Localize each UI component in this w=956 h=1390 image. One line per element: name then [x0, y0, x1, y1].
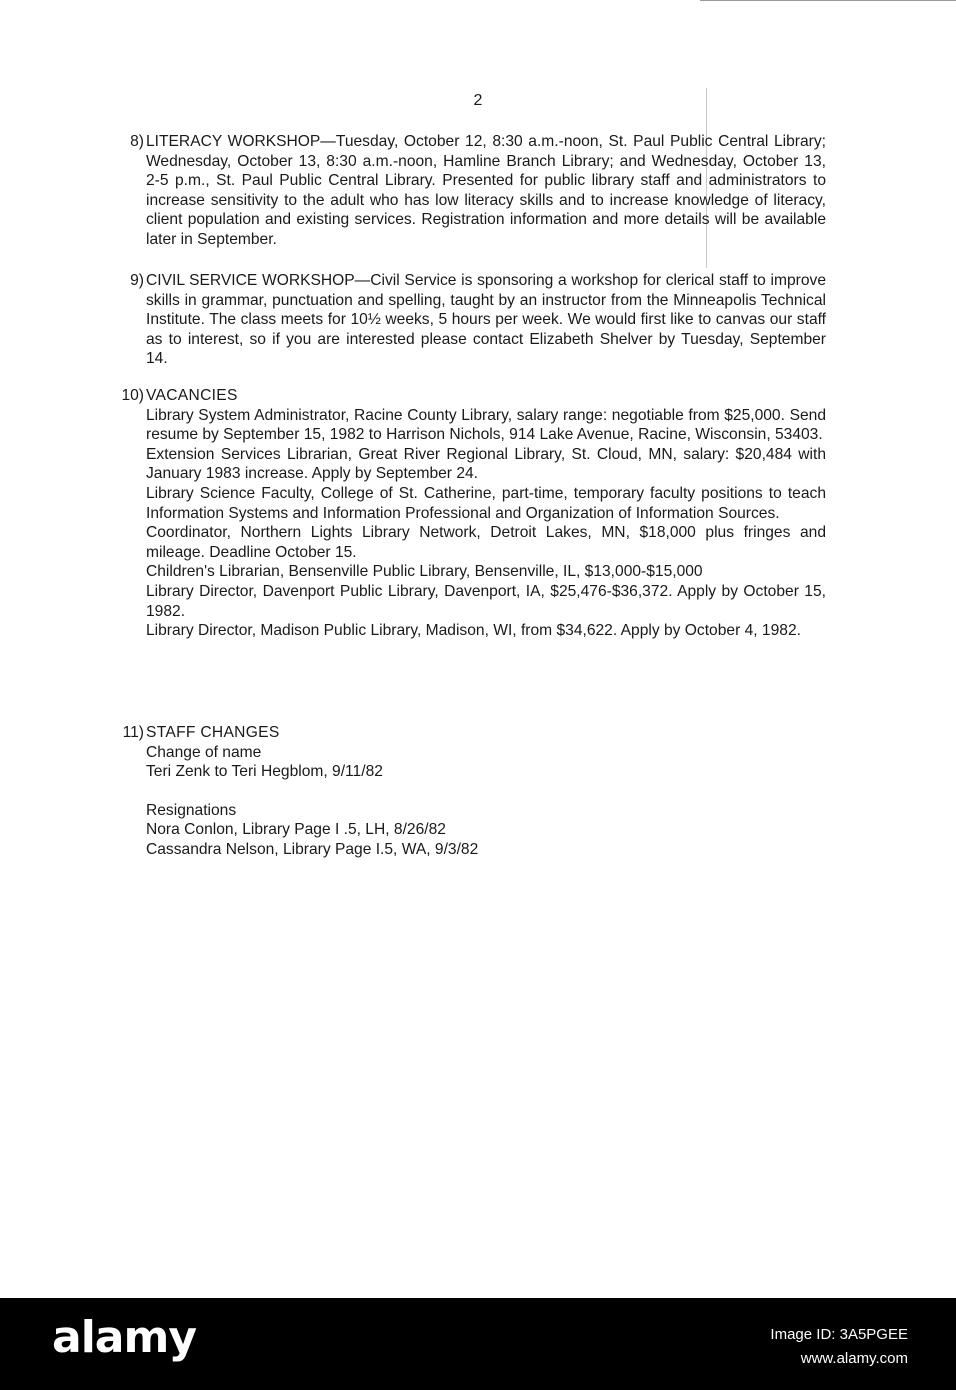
vacancy-entry: Library Director, Davenport Public Library, Davenport, IA, $25,476-$36,372. Apply by October 15, 1982. [146, 582, 826, 620]
name-change-label: Change of name [146, 743, 262, 761]
vacancy-entry: Extension Services Librarian, Great River Regional Library, St. Cloud, MN, salary: $20,484 with January 1983 increase. Apply by September 24. [146, 445, 826, 483]
resignation-entry: Cassandra Nelson, Library Page I.5, WA, 9/3/82 [146, 840, 479, 858]
vacancy-entry: Coordinator, Northern Lights Library Network, Detroit Lakes, MN, $18,000 plus fringes and mileage. Deadline October 15. [146, 524, 826, 561]
item-number: 11) [122, 724, 144, 741]
name-change-entry: Teri Zenk to Teri Hegblom, 9/11/82 [146, 763, 383, 781]
vacancy-entry: Library System Administrator, Racine County Library, salary range: negotiable from $25,000. Send resume by September 15, 1982 to Harrison Nichols, 914 Lake Avenue, Racine, Wisconsin, 53403. [146, 406, 826, 444]
item-text: LITERACY WORKSHOP—Tuesday, October 12, 8:30 a.m.-noon, St. Paul Public Central Library; Wednesday, October 13, 8:30 a.m.-noon, Hamline Branch Library; and Wednesday, October 13, 2-5 p.m., St. Paul Public Central Library. Presented for public library staff and administrators to increase sensitivity to the adult who has low literacy skills and to increase knowledge of literacy, client population and existing services. Registration information and more details will be available later in September. [146, 133, 826, 248]
resignation-entry: Nora Conlon, Library Page I .5, LH, 8/26/82 [146, 821, 446, 839]
vacancy-entry: Children's Librarian, Bensenville Public Library, Bensenville, IL, $13,000-$15,000 [146, 563, 703, 581]
item-number: 10) [121, 387, 144, 404]
vacancy-entry: Library Director, Madison Public Library, Madison, WI, from $34,622. Apply by October 4, 1982. [146, 622, 801, 640]
vacancy-entry: Library Science Faculty, College of St. Catherine, part-time, temporary faculty positions to teach Information Systems and Information Professional and Organization of Information Sources. [146, 484, 826, 522]
image-id-label: Image ID: 3A5PGEE [770, 1326, 908, 1343]
item-number: 9) [130, 272, 144, 289]
item-number: 8) [130, 133, 144, 150]
watermark-footer [0, 1298, 956, 1390]
page-number: 2 [473, 92, 483, 109]
section-heading: VACANCIES [146, 387, 238, 404]
item-text: CIVIL SERVICE WORKSHOP—Civil Service is sponsoring a workshop for clerical staff to improve skills in grammar, punctuation and spelling, taught by an instructor from the Minneapolis Technical Institute. The class meets for 10½ weeks, 5 hours per week. We would first like to canvas our staff as to interest, so if you are interested please contact Elizabeth Shelver by Tuesday, September 14. [146, 272, 826, 368]
resignations-label: Resignations [146, 801, 237, 819]
scan-artifact-line [700, 0, 956, 1]
brand-logo: alamy [52, 1312, 196, 1363]
section-heading: STAFF CHANGES [146, 724, 280, 741]
site-url: www.alamy.com [800, 1350, 908, 1367]
